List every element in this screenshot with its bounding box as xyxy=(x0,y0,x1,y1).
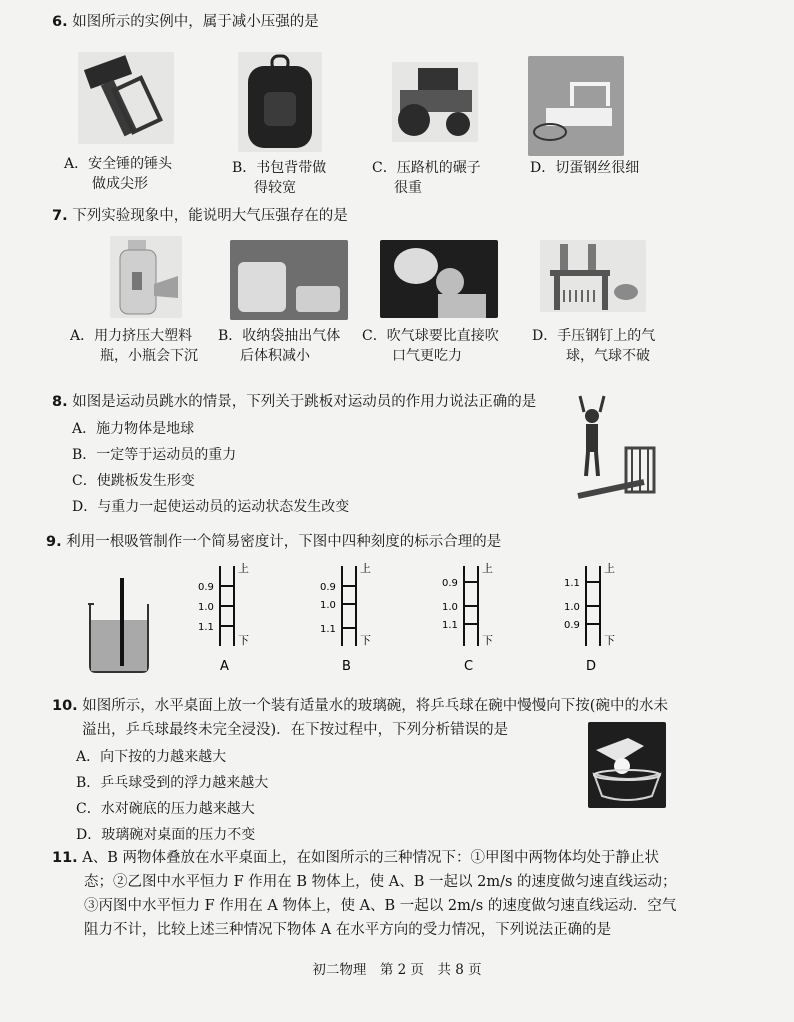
top-label: 上 xyxy=(604,562,615,575)
question-8 xyxy=(52,392,536,412)
question-number: 10. xyxy=(52,698,78,714)
option-letter: A xyxy=(220,659,229,674)
option-6b[interactable]: B．书包背带做 得较宽 xyxy=(232,160,327,196)
bottom-label: 下 xyxy=(360,634,371,647)
option-7a[interactable]: A．用力挤压大塑料 瓶，小瓶会下沉 xyxy=(70,328,198,364)
scale-mark: 1.1 xyxy=(198,622,214,633)
top-label: 上 xyxy=(238,562,249,575)
option-10a[interactable]: A．向下按的力越来越大 xyxy=(76,749,227,765)
scale-option-a[interactable] xyxy=(198,561,249,674)
question-number: 9. xyxy=(46,534,62,550)
nail-bed-balloon-image xyxy=(540,240,646,312)
question-11-line3: ③丙图中水平恒力 F 作用在 A 物体上，使 A、B 一起以 2m/s 的速度做匀速直线运动．空气 xyxy=(84,898,677,914)
question-11-line4: 阻力不计，比较上述三种情况下物体 A 在水平方向的受力情况，下列说法正确的是 xyxy=(84,922,612,938)
option-8d[interactable]: D．与重力一起使运动员的运动状态发生改变 xyxy=(72,499,350,515)
scale-mark: 0.9 xyxy=(198,582,214,593)
bottom-label: 下 xyxy=(238,634,249,647)
scale-mark: 1.0 xyxy=(564,602,580,613)
question-11-line1 xyxy=(52,848,659,868)
scale-mark: 1.0 xyxy=(320,600,336,611)
option-8a[interactable]: A．施力物体是地球 xyxy=(72,421,195,437)
question-6 xyxy=(52,12,319,32)
option-7d[interactable]: D．手压钢钉上的气 球，气球不破 xyxy=(532,328,656,364)
scale-mark: 1.0 xyxy=(442,602,458,613)
question-11-line2: 态；②乙图中水平恒力 F 作用在 B 物体上，使 A、B 一起以 2m/s 的速度做匀速直线运动； xyxy=(84,874,677,890)
option-10c[interactable]: C．水对碗底的压力越来越大 xyxy=(76,801,255,817)
question-number: 6. xyxy=(52,14,68,30)
glass-bowl-pingpong-image xyxy=(588,722,666,808)
option-letter: D xyxy=(586,659,597,674)
question-number: 8. xyxy=(52,394,68,410)
question-stem: 如图是运动员跳水的情景，下列关于跳板对运动员的作用力说法正确的是 xyxy=(72,394,537,410)
option-6c[interactable]: C．压路机的碾子 很重 xyxy=(372,160,481,196)
straw-densimeter-beaker xyxy=(84,574,156,676)
option-6d[interactable]: D．切蛋钢丝很细 xyxy=(530,160,640,176)
balloon-blowing-image xyxy=(380,240,498,318)
question-10-line2: 溢出，乒乓球最终未完全浸没)．在下按过程中，下列分析错误的是 xyxy=(82,722,509,738)
top-label: 上 xyxy=(482,562,493,575)
option-10d[interactable]: D．玻璃碗对桌面的压力不变 xyxy=(76,827,256,843)
bottom-label: 下 xyxy=(482,634,493,647)
backpack-image xyxy=(238,52,322,152)
bottom-label: 下 xyxy=(604,634,615,647)
question-10-line1 xyxy=(52,696,668,716)
option-letter: C xyxy=(464,659,474,674)
option-10b[interactable]: B．乒乓球受到的浮力越来越大 xyxy=(76,775,269,791)
diver-springboard-figure xyxy=(570,392,662,504)
question-stem: 下列实验现象中，能说明大气压强存在的是 xyxy=(72,208,348,224)
scale-mark: 0.9 xyxy=(564,620,580,631)
top-label: 上 xyxy=(360,562,371,575)
question-number: 7. xyxy=(52,208,68,224)
road-roller-image xyxy=(392,62,478,142)
option-letter: B xyxy=(342,659,351,674)
option-6a[interactable]: A．安全锤的锤头 做成尖形 xyxy=(64,156,173,192)
question-7 xyxy=(52,206,348,226)
storage-bag-image xyxy=(230,240,348,320)
scale-option-d[interactable] xyxy=(564,561,615,674)
scale-mark: 0.9 xyxy=(442,578,458,589)
plastic-bottle-image xyxy=(110,236,182,318)
option-7b[interactable]: B．收纳袋抽出气体 后体积减小 xyxy=(218,328,341,364)
safety-hammer-image xyxy=(78,52,174,144)
question-stem: 如图所示的实例中，属于减小压强的是 xyxy=(72,14,319,30)
scale-option-c[interactable] xyxy=(442,561,493,674)
option-8b[interactable]: B．一定等于运动员的重力 xyxy=(72,447,237,463)
scale-mark: 1.1 xyxy=(320,624,336,635)
scale-mark: 1.1 xyxy=(564,578,580,589)
question-stem: A、B 两物体叠放在水平桌面上，在如图所示的三种情况下：①甲图中两物体均处于静止状 xyxy=(82,850,660,866)
question-9 xyxy=(46,532,501,552)
question-number: 11. xyxy=(52,850,78,866)
question-stem: 如图所示，水平桌面上放一个装有适量水的玻璃碗，将乒乓球在碗中慢慢向下按(碗中的水未 xyxy=(82,698,668,714)
option-7c[interactable]: C．吹气球要比直接吹 口气更吃力 xyxy=(362,328,499,364)
scale-option-b[interactable] xyxy=(320,561,371,674)
scale-mark: 0.9 xyxy=(320,582,336,593)
question-stem: 利用一根吸管制作一个简易密度计，下图中四种刻度的标示合理的是 xyxy=(66,534,502,550)
option-8c[interactable]: C．使跳板发生形变 xyxy=(72,473,195,489)
egg-slicer-image xyxy=(528,56,624,156)
scale-mark: 1.0 xyxy=(198,602,214,613)
scale-mark: 1.1 xyxy=(442,620,458,631)
density-scale-options xyxy=(190,560,650,676)
page-footer: 初二物理 第 2 页 共 8 页 xyxy=(312,962,482,978)
